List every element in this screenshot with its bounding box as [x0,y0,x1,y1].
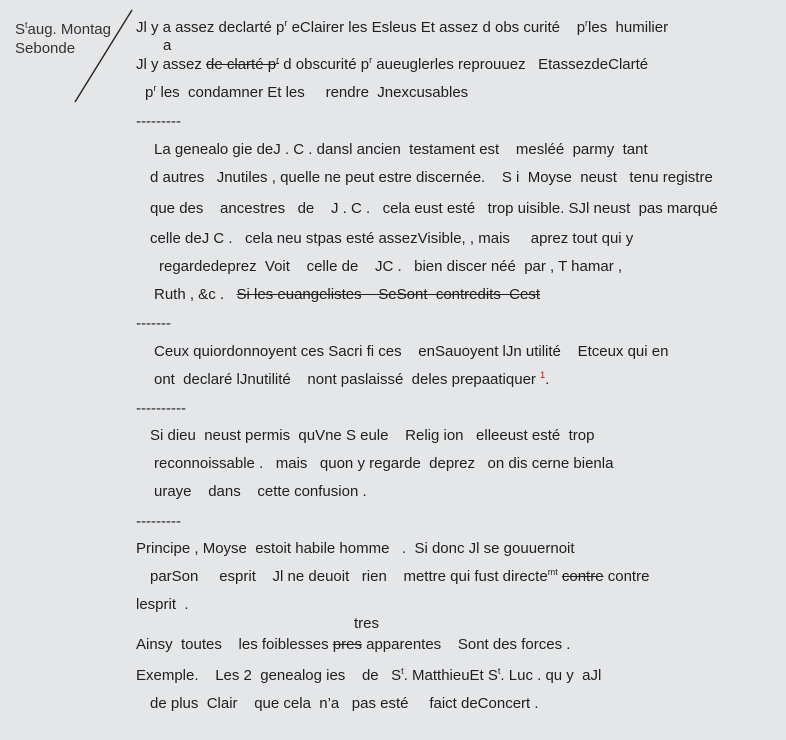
p2-line-1: La genealo gie deJ . C . dansl ancien testament est mesléé parmy tant [154,141,648,158]
p2-line-6: Ruth , &c . Si les euangelistes SeSont contredits Cest [154,286,541,303]
p3-line-1: Ceux quiordonnoyent ces Sacri fi ces enSauoyent lJn utilité Etceux qui en [154,343,669,360]
p2-line-2: d autres Jnutiles , quelle ne peut estre discernée. S i Moyse neust tenu registre [150,169,713,186]
p1-deleted-text: de clarté $p^r$ [206,55,280,73]
p5-line-5: Exemple. Les 2 genealog ies de $S^t$. MatthieuEt $S^t$. Luc . qu y aJl [136,666,602,684]
p5-line-6: de plus Clair que cela n’a pas esté faict deConcert . [150,695,539,712]
footnote-ref[interactable]: 1 [540,370,546,380]
separator-1: --------- [136,113,181,130]
p1-insertion-a: a [163,37,172,54]
p5-line-3: lesprit . [136,596,189,613]
p4-line-3: uraye dans cette confusion . [154,483,367,500]
p2-deleted-text: Si les euangelistes SeSont contredits Cest [236,286,541,303]
p2-line-3: que des ancestres de J . C . cela eust esté trop uisible. SJl neust pas marqué [150,200,718,217]
p5-line-4: Ainsy toutes les foiblesses pres apparentes Sont des forces . [136,636,571,653]
separator-3: ---------- [136,400,186,417]
p2-line-4: celle deJ C . cela neu stpas esté assezVisible, , mais aprez tout qui y [150,230,634,247]
p1-line-2: Jl y assez de clarté $p^r$ d obscurité $p^r$ aueuglerles reprouuez EtassezdeClarté [136,55,649,73]
p4-line-1: Si dieu neust permis quVne S eule Relig ion elleeust esté trop [150,427,595,444]
separator-4: --------- [136,513,181,530]
p1-line-1: Jl y a assez declarté $p^r$ eClairer les Esleus Et assez d obs curité $p^rles$ humilier [136,18,669,36]
p3-line-2: ont declaré lJnutilité nont paslaissé deles prepaatiquer $^1$. [154,370,550,388]
p4-line-2: reconnoissable . mais quon y regarde deprez on dis cerne bienla [154,455,614,472]
p1-line-3: $p^r$ les condamner Et les rendre Jnexcusables [145,83,469,101]
p2-line-5: regardedeprez Voit celle de JC . bien discer néé par , T hamar , [159,258,623,275]
p5-line-1: Principe , Moyse estoit habile homme . Si donc Jl se gouuernoit [136,540,575,557]
p5-insertion-tres: tres [354,615,380,632]
margin-source: Sebonde [15,40,76,57]
margin-author: $S^taug$. Montag [15,20,111,38]
separator-2: ------- [136,315,171,332]
p5-line-2: parSon esprit Jl ne deuoit rien mettre qui fust directe$^{mt}$ contre contre [150,567,650,585]
